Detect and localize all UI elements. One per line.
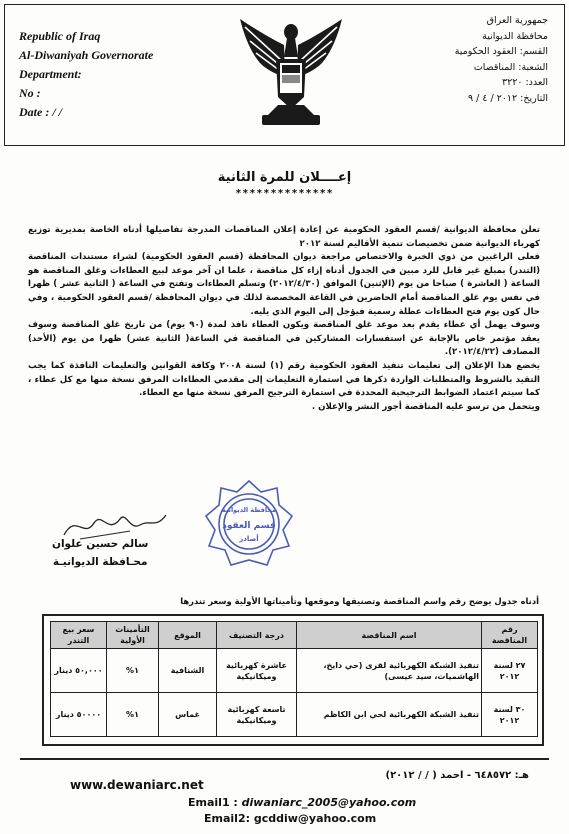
tenders-table [50, 621, 538, 737]
cell-initial-insurance: ١% [107, 693, 159, 737]
seal-text-bottom: أصادر [239, 535, 259, 543]
department-line: Department: [19, 67, 82, 81]
cell-location: غماس [159, 693, 217, 737]
announcement-body [28, 224, 540, 414]
cell-tender-price: ٥٠٠٠٠ دينار [51, 693, 107, 737]
paragraph-regulations: يخضع هذا الإعلان إلى تعليمات تنفيذ العقود الحكومية رقم (١) لسنة ٢٠٠٨ وكافة القوانين والتعليمات النافذة كما يجب التقيد بالشروط والمتطلبات الواردة ذكرها في استمارة التعليمات إلى مقدمي العطاءات المرفق نسخة منها مع كل عطاء ، كما سيتم اعتماد الضوابط الترجيحية المحددة في استمارة الترجيح المرفق نسخة منها مع العطاء. [28, 360, 540, 399]
cell-initial-insurance: ١% [107, 649, 159, 693]
paragraph-purchase: فعلى الراغبين من ذوي الخبرة والاختصاص مراجعة ديوان المحافظة (قسم العقود الحكومية) لشراء مستندات المناقصة (التندر) بمبلغ غير قابل للرد مبين في الجدول أدناه إزاء كل مناقصة ، علما ان آخر موعد لبيع العطاءات وغلق المناقصة هو الساعة ( العاشرة ) صباحا من يوم (الإثنين) الموافق (٢٠١٢/٤/٣٠) وتسلم العطاءات وتفتح في الساعة ( الثانية عشر ) ظهرا في نفس يوم غلق المناقصة أمام الحاضرين في القاعة المخصصة لذلك في ديوان المحافظة /قسم العقود الحكومية ، وفي حال كون يوم فتح العطاءات عطلة رسمية فيؤجل إلى اليوم الذي يليه. [28, 252, 540, 317]
signer-title: محـافظة الديوانيـة [52, 556, 148, 568]
country-line-ar: جمهورية العراق [486, 15, 548, 26]
cell-location: الشنافية [159, 649, 217, 693]
cell-classification: تاسعة كهربائية وميكانيكية [217, 693, 297, 737]
department-line-ar: القسم: العقود الحكومية [454, 46, 548, 57]
signature-block [52, 535, 148, 571]
number-line: No : [19, 86, 41, 100]
table-header-row [51, 622, 538, 649]
letterhead [4, 4, 565, 146]
eagle-emblem-icon [238, 17, 344, 129]
email2-link[interactable]: gcddiw@yahoo.com [253, 812, 377, 825]
header-classification: درجة التصنيف [217, 622, 297, 649]
email1-link[interactable]: diwaniarc_2005@yahoo.com [241, 796, 417, 809]
official-seal [203, 478, 295, 570]
tenders-table-frame [42, 614, 544, 746]
email1-line [188, 796, 416, 809]
letterhead-english [19, 27, 153, 122]
email1-label: Email1 : [188, 796, 242, 809]
table-row [51, 649, 538, 693]
date-line: Date : / / [19, 105, 62, 119]
header-location: الموقع [159, 622, 217, 649]
email2-label: Email2: [204, 812, 254, 825]
division-line-ar: الشعبة: المناقصات [473, 61, 548, 73]
footer-phone-date: هـ: ٦٤٨٥٧٢ - احمد ( / / ٢٠١٢) [385, 770, 529, 781]
paragraph-bids: وسوف يهمل أي عطاء يقدم بعد موعد غلق المناقصة ويكون العطاء نافذ لمدة (٩٠ يوم) من تاريخ غلق المناقصة وسوف يعقد مؤتمر خاص بالإجابة عن استفسارات المشاركين في المناقصة في الساعة( الثانية عشر) ظهرا من يوم (الأحد) المصادف (٢٠١٢/٤/٢٢). [28, 320, 540, 358]
header-tender-number: رقم المناقصة [482, 622, 538, 649]
letterhead-arabic [455, 13, 548, 106]
email2-line [204, 812, 376, 825]
table-caption: أدناه جدول يوضح رقم واسم المناقصة وتصنيفها وموقعها وتأميناتها الأولية وسعر تندرها [180, 596, 539, 606]
signer-name: سالم حسين علوان [52, 538, 149, 550]
seal-text-top: محافظة الديوانية [221, 506, 277, 514]
governorate-line-ar: محافظة الديوانية [482, 30, 548, 42]
number-line-ar: العدد: ٣٢٢٠ [502, 77, 548, 88]
handwritten-signature [60, 505, 170, 545]
cell-tender-price: ٥٠,٠٠٠ دينار [51, 649, 107, 693]
footer-divider [20, 758, 549, 760]
header-initial-insurance: التأمينات الأولية [107, 622, 159, 649]
paragraph-fees: ويتحمل من ترسو عليه المناقصة أجور النشر والإعلان . [311, 401, 540, 412]
paragraph-intro: تعلن محافظة الديوانية /قسم العقود الحكومية عن إعادة إعلان المناقصات المدرجة تفاصيلها أدناه الخاصة بمديرية توزيع كهرباء الديوانية ضمن تخصيصات تنمية الأقاليم لسنة ٢٠١٢ [28, 225, 540, 249]
governorate-line: Al-Diwaniyah Governorate [19, 48, 154, 62]
header-tender-price: سعر بيع التندر [51, 622, 107, 649]
cell-classification: عاشرة كهربائية وميكانيكية [217, 649, 297, 693]
cell-tender-name: تنفيذ الشبكة الكهربائية لقرى (حي دايخ، الهاشميات، سيد عيسى) [297, 649, 482, 693]
announcement-title: إعــــلان للمرة الثانية [217, 170, 352, 185]
header-tender-name: اسم المناقصة [297, 622, 482, 649]
seal-text-middle: قسم العقود [222, 521, 276, 531]
country-line: Republic of Iraq [19, 29, 101, 43]
table-row [51, 693, 538, 737]
website-link[interactable]: www.dewaniarc.net [70, 778, 204, 792]
title-stars: ************** [235, 188, 334, 199]
cell-tender-number: ٢٧ لسنة ٢٠١٢ [482, 649, 538, 693]
cell-tender-name: تنفيذ الشبكة الكهربائية لحي ابن الكاظم [297, 693, 482, 737]
date-line-ar: التاريخ: ٢٠١٢ / ٤ / ٩ [467, 92, 548, 104]
cell-tender-number: ٣٠ لسنة ٢٠١٢ [482, 693, 538, 737]
